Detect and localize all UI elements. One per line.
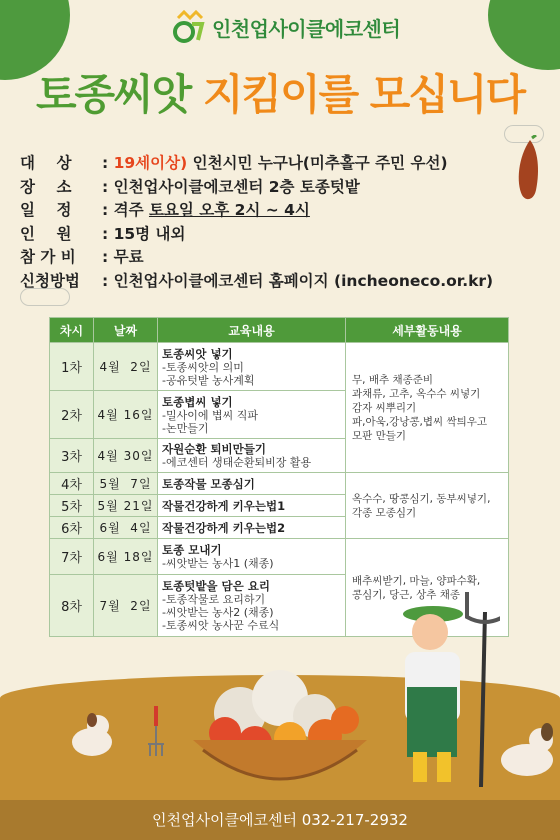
content-cell <box>158 495 346 517</box>
info-value: 무료 <box>113 248 144 267</box>
content-title: 작물건강하게 키우는법2 <box>162 520 286 535</box>
farmer-illustration <box>385 592 500 792</box>
date-cell: 6월 18일 <box>94 539 158 575</box>
content-cell <box>158 473 346 495</box>
info-value: 인천시민 누구나(미추홀구 주민 우선) <box>192 154 448 172</box>
center-logo <box>172 10 400 44</box>
recycle-logo-icon <box>172 10 206 44</box>
content-cell <box>158 391 346 439</box>
content-line: -논만들기 <box>162 421 209 435</box>
date-cell: 4월 16일 <box>94 391 158 439</box>
basket-illustration <box>185 668 375 800</box>
content-line: -토종씨앗 농사꾼 수료식 <box>162 619 280 632</box>
details-cell: 옥수수, 땅콩심기, 동부씨넣기, 각종 모종심기 <box>346 473 509 539</box>
info-value: 격주 <box>113 201 149 220</box>
info-value-underlined: 토요일 오후 2시 ~ 4시 <box>148 201 310 220</box>
table-row <box>50 343 509 391</box>
date-cell: 5월 7일 <box>94 473 158 495</box>
content-line: -밀사이에 볍씨 직파 <box>162 408 258 422</box>
session-cell: 4차 <box>50 473 94 495</box>
content-line: -공유텃밭 농사계획 <box>162 373 255 387</box>
logo-text: 인천업사이클에코센터 <box>212 16 401 41</box>
session-cell: 5차 <box>50 495 94 517</box>
details-cell: 배추씨받기, 마늘, 양파수확, 콩심기, 당근, 상추 채종 <box>346 539 509 637</box>
header-session: 차시 <box>50 318 94 343</box>
footer-bar <box>0 800 560 840</box>
info-value: 인천업사이클에코센터 2층 토종텃밭 <box>113 177 360 196</box>
date-cell: 4월 30일 <box>94 439 158 473</box>
content-line: -토종씨앗의 의미 <box>162 360 244 374</box>
info-row-apply <box>20 270 493 294</box>
table-row <box>50 539 509 575</box>
session-cell: 6차 <box>50 517 94 539</box>
tree-right-decoration <box>488 0 560 70</box>
dog-illustration-right <box>497 722 557 782</box>
content-cell <box>158 439 346 473</box>
content-cell <box>158 343 346 391</box>
header-date: 날짜 <box>94 318 158 343</box>
date-cell: 5월 21일 <box>94 495 158 517</box>
info-row-schedule <box>20 199 493 223</box>
content-line: -씨앗받는 농사1 (채종) <box>162 557 274 570</box>
info-list <box>20 152 493 294</box>
info-label: 신청방법 <box>20 271 80 290</box>
content-line: -토종작물로 요리하기 <box>162 593 266 606</box>
info-colon: : <box>102 154 114 172</box>
date-cell: 6월 4일 <box>94 517 158 539</box>
info-label: 인 원 <box>20 224 72 243</box>
content-title: 자원순환 퇴비만들기 <box>162 442 266 456</box>
info-label: 일 정 <box>20 201 72 220</box>
content-cell <box>158 539 346 575</box>
title-part-green: 토종씨앗 <box>35 70 203 119</box>
content-title: 토종 모내기 <box>162 543 222 557</box>
header-content: 교육내용 <box>158 318 346 343</box>
content-line: -에코센터 생태순환퇴비장 활용 <box>162 456 312 469</box>
info-label: 대 상 <box>20 154 72 172</box>
schedule-table <box>49 317 509 637</box>
info-label: 장 소 <box>20 177 72 196</box>
content-title: 토종작물 모종심기 <box>162 476 255 491</box>
info-row-fee <box>20 246 493 270</box>
table-header-row <box>50 318 509 343</box>
session-cell: 3차 <box>50 439 94 473</box>
info-label: 참 가 비 <box>20 248 76 267</box>
session-cell: 8차 <box>50 575 94 637</box>
content-cell <box>158 517 346 539</box>
info-highlight: 19세이상) <box>113 154 188 172</box>
content-title: 토종텃밭을 담은 요리 <box>162 579 270 593</box>
content-title: 토종볍씨 넣기 <box>162 394 233 409</box>
date-cell: 7월 2일 <box>94 575 158 637</box>
content-title: 작물건강하게 키우는법1 <box>162 498 286 513</box>
title-part-orange: 지킴이를 모십니다 <box>202 70 525 119</box>
session-cell: 2차 <box>50 391 94 439</box>
info-row-capacity <box>20 223 493 247</box>
info-colon: : <box>102 271 114 290</box>
date-cell: 4월 2일 <box>94 343 158 391</box>
content-cell <box>158 575 346 637</box>
info-row-place <box>20 176 493 200</box>
session-cell: 7차 <box>50 539 94 575</box>
info-colon: : <box>102 224 114 243</box>
info-row-target <box>20 152 493 176</box>
info-value: 인천업사이클에코센터 홈페이지 (incheoneco.or.kr) <box>113 271 494 290</box>
table-row <box>50 473 509 495</box>
hand-rake-icon <box>146 706 166 758</box>
footer-contact: 인천업사이클에코센터 032-217-2932 <box>152 811 408 829</box>
session-cell: 1차 <box>50 343 94 391</box>
content-line: -씨앗받는 농사2 (채종) <box>162 606 274 619</box>
page-title <box>0 62 560 122</box>
header-details: 세부활동내용 <box>346 318 509 343</box>
info-value: 15명 내외 <box>113 224 186 243</box>
sweet-potato-illustration <box>508 135 558 205</box>
info-colon: : <box>102 177 114 196</box>
info-colon: : <box>102 248 114 267</box>
details-cell: 무, 배추 채종준비 과채류, 고추, 옥수수 씨넣기 감자 씨뿌리기 파,아욱,강낭콩,볍씨 싹틔우고 모판 만들기 <box>346 343 509 473</box>
content-title: 토종씨앗 넣기 <box>162 346 233 361</box>
info-colon: : <box>102 201 114 220</box>
dog-illustration <box>70 712 120 760</box>
